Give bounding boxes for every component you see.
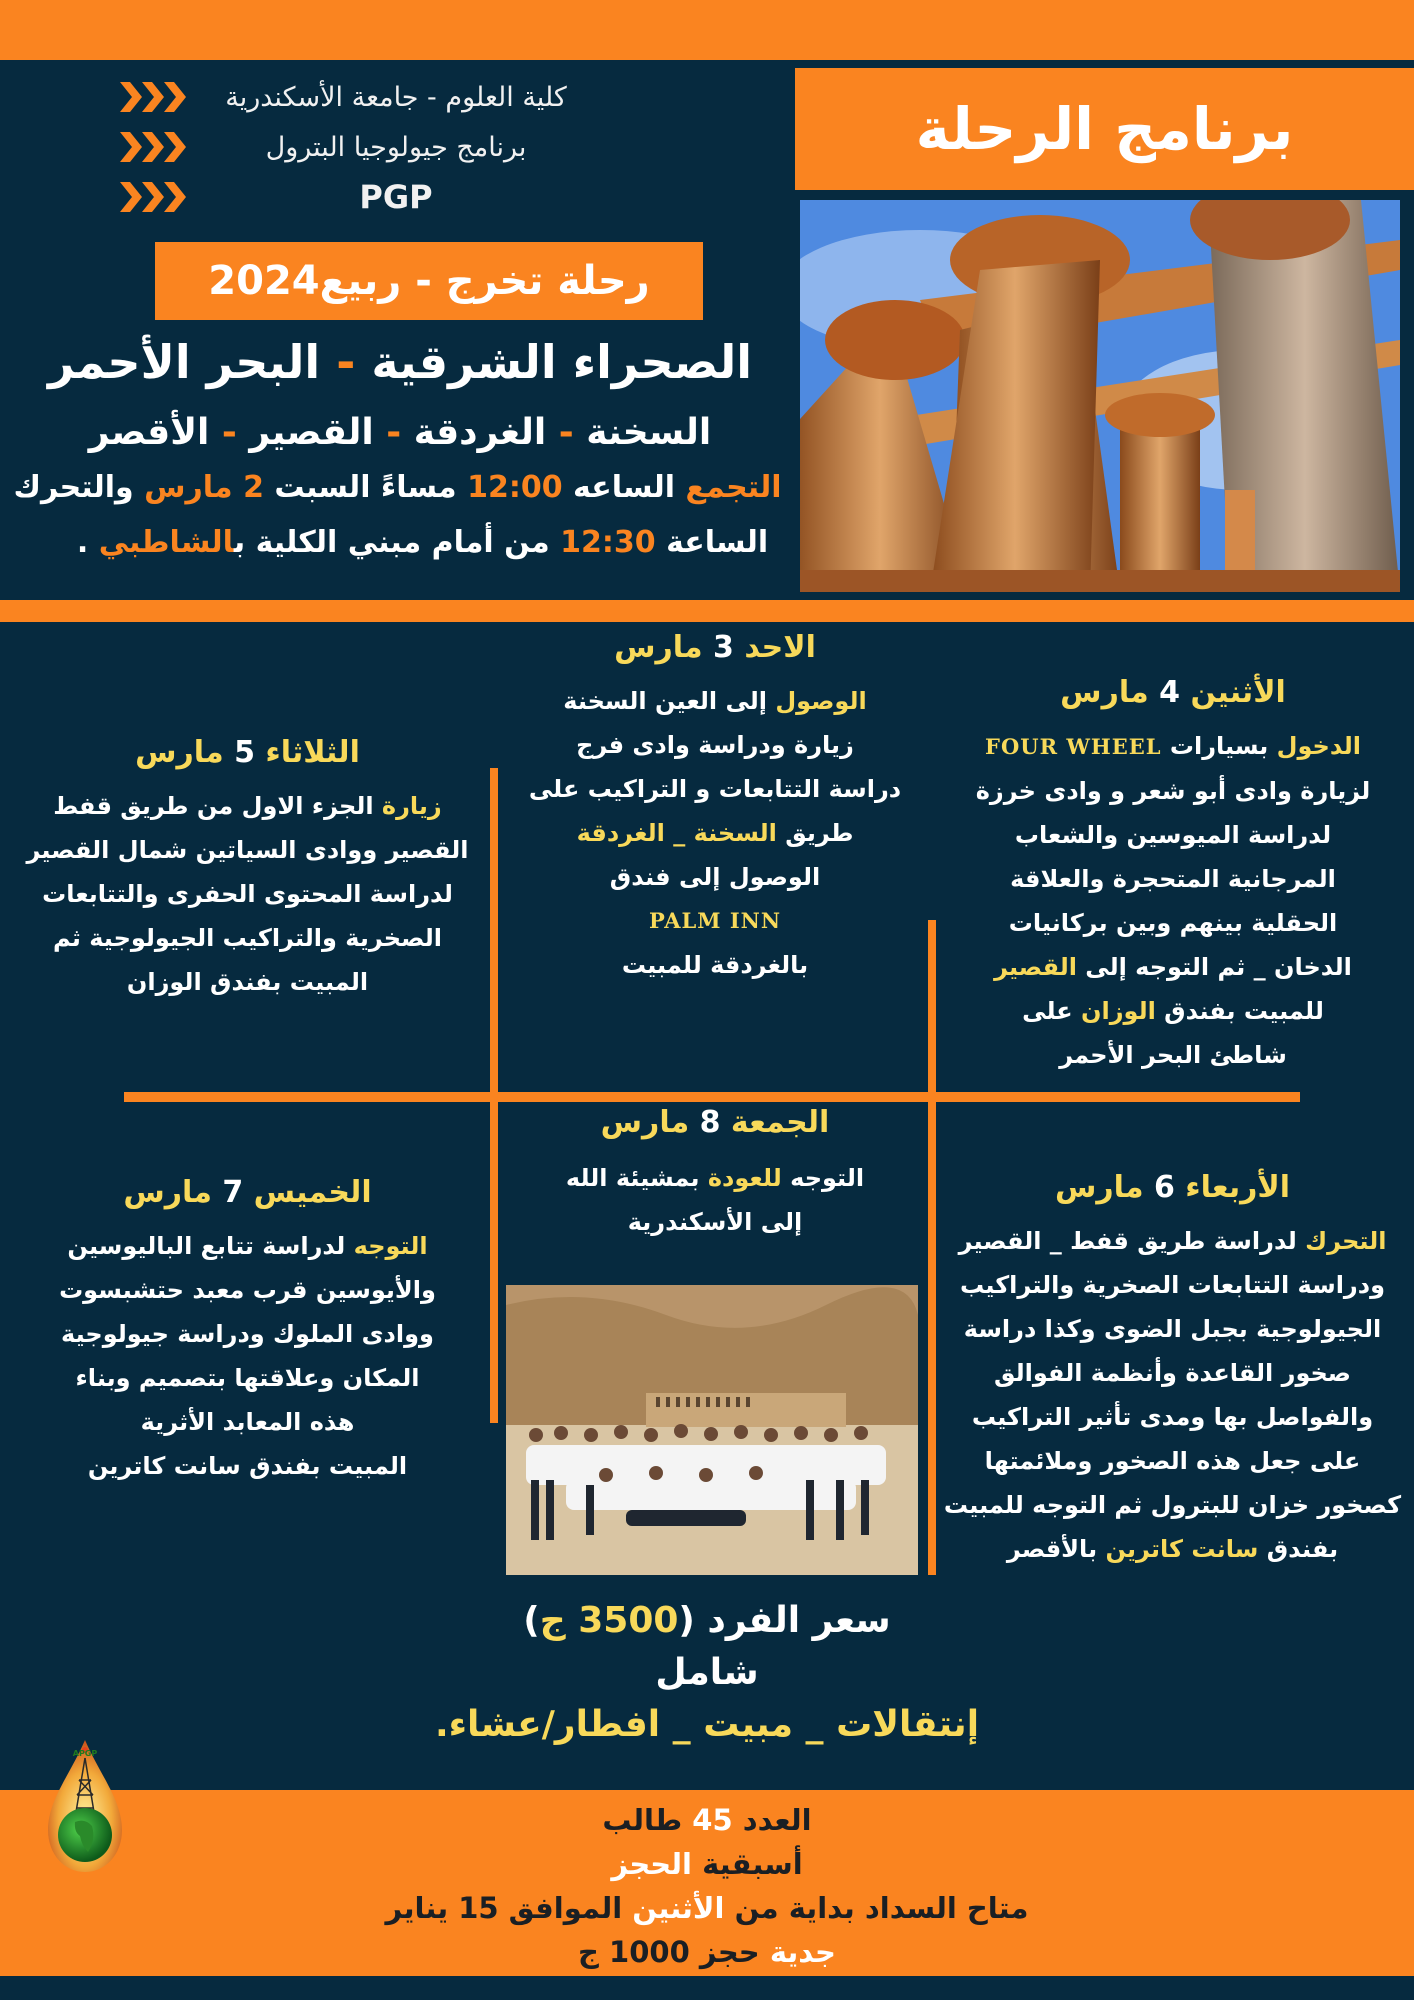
meeting-text: من أمام مبني الكلية ب [233, 525, 561, 560]
grid-horizontal-divider [124, 1092, 1300, 1102]
program-logo [30, 1730, 140, 1880]
region-title [20, 335, 780, 389]
cities-list [40, 412, 760, 453]
price-per-person: سعر الفرد (3500 ج) [523, 1600, 891, 1641]
triple-chevron-icon [120, 180, 192, 214]
meeting-text: . [76, 525, 99, 560]
region-separator: - [320, 335, 372, 389]
city-separator: - [209, 412, 250, 453]
temple-photo [800, 200, 1400, 592]
day-title: الثلاثاء 5 مارس [135, 735, 360, 770]
day-title: الأثنين 4 مارس [1060, 675, 1286, 710]
booking-priority: أسبقية الحجز [611, 1847, 803, 1881]
city-luxor: الأقصر [88, 412, 210, 453]
meeting-text: الساعه [562, 470, 686, 505]
day-title: الخميس 7 مارس [123, 1175, 372, 1210]
day-body: التحرك لدراسة طريق قفط _ القصير ودراسة التتابعات الصخرية والتراكيب الجيولوجية بجبل الضوى وكذا دراسة صخور القاعدة وأنظمة الفوالق والفواصل بها ومدى تأثير التراكيب على جعل هذه الصخور وملائمتها كصخور خزان للبترول ثم التوجه للمبيت بفندق سانت كاترين بالأقصر [943, 1227, 1402, 1563]
day-monday [938, 675, 1408, 1077]
meeting-text: مساءً السبت [263, 470, 468, 505]
page-title: برنامج الرحلة [795, 68, 1414, 190]
header-line-faculty [120, 72, 600, 122]
day-sunday [505, 630, 925, 987]
section-divider-band [0, 600, 1414, 622]
faculty-label: كلية العلوم - جامعة الأسكندرية [225, 81, 567, 113]
city-separator: - [373, 412, 414, 453]
header-line-pgp [120, 172, 600, 222]
meeting-date: 2 مارس [144, 470, 264, 505]
program-label: برنامج جيولوجيا البترول [265, 131, 527, 163]
temple-columns-illustration [800, 200, 1400, 592]
day-title: الاحد 3 مارس [614, 630, 816, 665]
pricing-block [300, 1595, 1114, 1751]
day-body: زيارة الجزء الاول من طريق قفط القصير ووادى السياتين شمال القصير لدراسة المحتوى الحفرى والتتابعات الصخرية والتراكيب الجيولوجية ثم المبيت بفندق الوزان [26, 792, 469, 996]
triple-chevron-icon [120, 130, 192, 164]
day-title: الأربعاء 6 مارس [1055, 1170, 1290, 1205]
grid-vertical-divider-left [490, 768, 498, 1423]
header-line-program [120, 122, 600, 172]
top-orange-band [0, 0, 1414, 60]
departure-time: 12:30 [560, 525, 656, 560]
payment-info: متاح السداد بداية من الأثنين الموافق 15 يناير [385, 1891, 1029, 1925]
day-wednesday [935, 1170, 1410, 1571]
region-red-sea: البحر الأحمر [47, 335, 321, 389]
day-friday [505, 1105, 925, 1244]
triple-chevron-icon [120, 80, 192, 114]
footer-info [200, 1798, 1214, 1974]
group-photo [506, 1285, 918, 1575]
price-amount: 3500 ج [539, 1600, 679, 1641]
meeting-info-line-2 [60, 525, 785, 560]
day-body: الدخول بسيارات FOUR WHEEL لزيارة وادى أبو شعر و وادى خرزة لدراسة الميوسين والشعاب المرجانية المتحجرة والعلاقة الحقلية بينهم وبين بركانيات الدخان _ ثم التوجه إلى القصير للمبيت بفندق الوزان على شاطئ البحر الأحمر [975, 732, 1371, 1069]
vehicle-four-wheel: FOUR WHEEL [985, 734, 1162, 759]
svg-text:APGP: APGP [72, 1749, 98, 1758]
trip-badge: رحلة تخرج - ربيع2024 [155, 242, 703, 320]
day-tuesday [10, 735, 485, 1004]
includes-label: شامل [655, 1652, 759, 1693]
day-body: التوجه لدراسة تتابع الباليوسين والأيوسين قرب معبد حتشبسوت ووادى الملوك ودراسة جيولوجية المكان وعلاقتها بتصميم وبناء هذه المعابد الأثرية المبيت بفندق سانت كاترين [59, 1232, 436, 1480]
meeting-time: 12:00 [467, 470, 563, 505]
day-title: الجمعة 8 مارس [600, 1105, 830, 1140]
city-separator: - [546, 412, 587, 453]
oil-drop-globe-icon [30, 1730, 140, 1880]
meeting-gather-word: التجمع [685, 470, 782, 505]
city-hurghada: الغردقة [413, 412, 547, 453]
meeting-text: الساعة [655, 525, 769, 560]
student-count: العدد 45 طالب [602, 1803, 812, 1837]
city-quseir: القصير [249, 412, 374, 453]
meeting-text: والتحرك [13, 470, 145, 505]
day-body: التوجه للعودة بمشيئة الله إلى الأسكندرية [565, 1164, 865, 1236]
deposit-info: جدية حجز 1000 ج [578, 1935, 836, 1969]
includes-items: إنتقالات _ مبيت _ افطار/عشاء. [434, 1704, 980, 1745]
city-sokhna: السخنة [586, 412, 712, 453]
region-eastern-desert: الصحراء الشرقية [371, 335, 753, 389]
day-thursday [10, 1175, 485, 1488]
hotel-name-palm-inn: PALM INN [648, 908, 782, 933]
group-photo-illustration [506, 1285, 918, 1575]
pgp-label: PGP [359, 178, 433, 216]
meeting-place: الشاطبي [98, 525, 234, 560]
meeting-info-line-1 [10, 470, 785, 505]
day-body: الوصول إلى العين السخنة زيارة ودراسة وادى فرج دراسة التتابعات و التراكيب على طريق السخنة _ الغردقة الوصول إلى فندق PALM INN بالغردقة للمبيت [505, 679, 925, 987]
